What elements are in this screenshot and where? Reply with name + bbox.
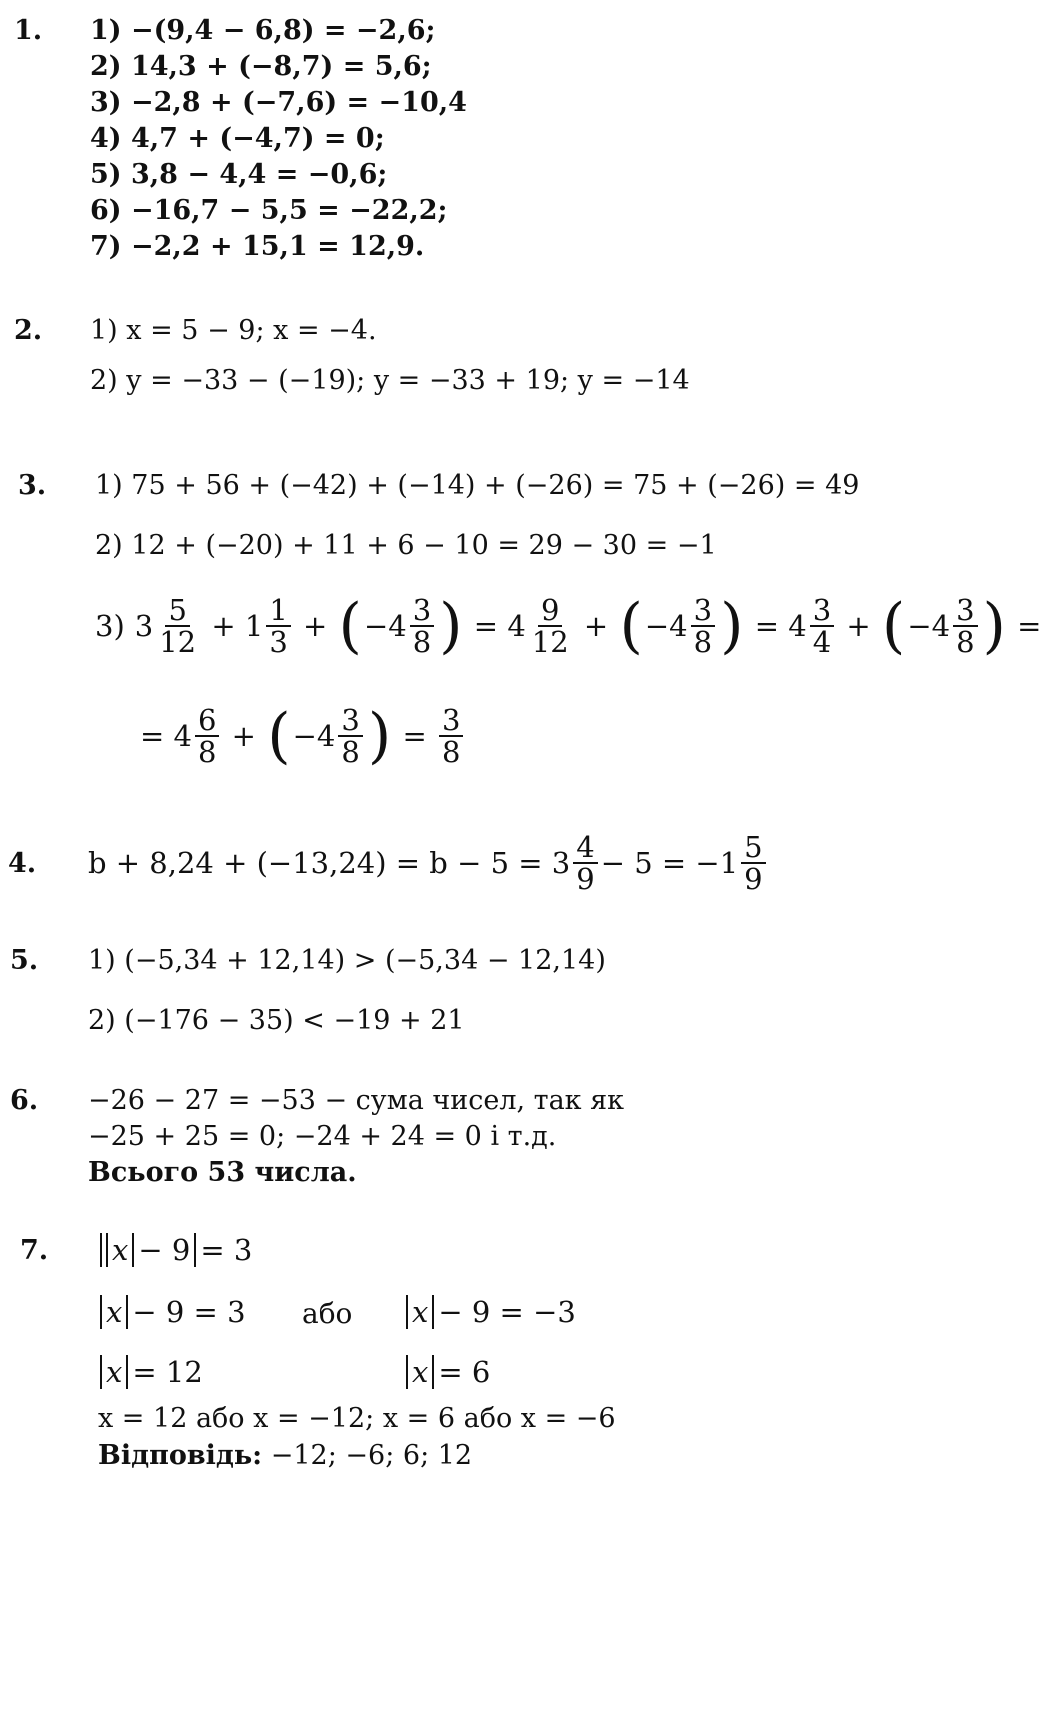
mixed-g-whole: 4 bbox=[788, 609, 807, 644]
fraction-g: $\frac{3}{4}$ bbox=[810, 595, 834, 658]
fraction-result: $\frac{3}{8}$ bbox=[439, 705, 463, 768]
p7-case-right-2: x = 6 bbox=[402, 1355, 490, 1389]
p7-or: або bbox=[302, 1297, 353, 1330]
p6-line-2: −25 + 25 = 0; −24 + 24 = 0 і т.д. bbox=[88, 1121, 557, 1152]
problem-7-number: 7. bbox=[20, 1235, 49, 1266]
problem-4-number: 4. bbox=[8, 848, 37, 879]
p7-answer-label: Відповідь: bbox=[98, 1440, 263, 1471]
p3-line-1: 1) 75 + 56 + (−42) + (−14) + (−26) = 75 + (−26) = 49 bbox=[95, 470, 860, 501]
p1-line-1: 1) −(9,4 − 6,8) = −2,6; bbox=[90, 15, 436, 46]
p1-line-4: 4) 4,7 + (−4,7) = 0; bbox=[90, 123, 385, 154]
problem-1-number: 1. bbox=[14, 15, 43, 46]
p1-line-3: 3) −2,8 + (−7,6) = −10,4 bbox=[90, 87, 467, 118]
p4-fraction-1: $\frac{4}{9}$ bbox=[573, 832, 597, 895]
p1-line-7: 7) −2,2 + 15,1 = 12,9. bbox=[90, 231, 425, 262]
fraction-c-repeat: $\frac{3}{8}$ bbox=[691, 595, 715, 658]
problem-3-number: 3. bbox=[18, 470, 47, 501]
p4-fraction-2: $\frac{5}{9}$ bbox=[741, 832, 765, 895]
p7-answer: −12; −6; 6; 12 bbox=[270, 1440, 473, 1471]
p1-line-5: 5) 3,8 − 4,4 = −0,6; bbox=[90, 159, 388, 190]
p7-right-a: − 9 = −3 bbox=[438, 1295, 576, 1329]
p7-eq1-rest: − 9 bbox=[138, 1233, 191, 1267]
p7-eq1-right: = 3 bbox=[200, 1233, 253, 1267]
mixed-a-whole: 3 bbox=[134, 609, 154, 644]
p3-line-3: 3) 3 $\frac{5}{12}$ + 1 $\frac{1}{3}$ + ( −4 $\frac{3}{8}$ ) = 4 $\frac{9}{12}$ + ( −4 $\frac{3}{8}$ ) = 4 $\frac{3}{4}$ + ( −4 $\frac{3}{8}$ ) = bbox=[95, 591, 1041, 662]
p7-line-4: x = 12 або x = −12; x = 6 або x = −6 bbox=[98, 1403, 616, 1434]
fraction-c-repeat-3: $\frac{3}{8}$ bbox=[338, 705, 362, 768]
p7-case-right-1: x − 9 = −3 bbox=[402, 1295, 576, 1329]
p7-answer-line bbox=[98, 1440, 472, 1471]
p7-left-b: = 12 bbox=[132, 1355, 203, 1389]
p7-right-b: = 6 bbox=[438, 1355, 491, 1389]
fraction-a: $\frac{5}{12}$ bbox=[159, 593, 197, 660]
p1-line-2: 2) 14,3 + (−8,7) = 5,6; bbox=[90, 51, 432, 82]
p3-line-2: 2) 12 + (−20) + 11 + 6 − 10 = 29 − 30 = −1 bbox=[95, 530, 717, 561]
fraction-h: $\frac{6}{8}$ bbox=[195, 705, 219, 768]
p3-line-4: = 4 $\frac{6}{8}$ + ( −4 $\frac{3}{8}$ ) = $\frac{3}{8}$ bbox=[140, 705, 466, 768]
p7-var-x: x bbox=[112, 1233, 129, 1267]
mixed-c-whole: −4 bbox=[363, 609, 407, 644]
fraction-c-repeat-2: $\frac{3}{8}$ bbox=[953, 595, 977, 658]
p7-case-left-1: x − 9 = 3 bbox=[96, 1295, 246, 1329]
fraction-b: $\frac{1}{3}$ bbox=[266, 595, 290, 658]
p2-line-2: 2) y = −33 − (−19); y = −33 + 19; y = −14 bbox=[90, 365, 690, 396]
p2-line-1: 1) x = 5 − 9; x = −4. bbox=[90, 315, 377, 346]
p5-line-1: 1) (−5,34 + 12,14) > (−5,34 − 12,14) bbox=[88, 945, 606, 976]
p4-mid: − 5 = −1 bbox=[600, 846, 739, 881]
fraction-e: $\frac{9}{12}$ bbox=[531, 593, 569, 660]
p1-line-6: 6) −16,7 − 5,5 = −22,2; bbox=[90, 195, 448, 226]
p3-line3-label: 3) bbox=[95, 609, 125, 644]
problem-5-number: 5. bbox=[10, 945, 39, 976]
problem-6-number: 6. bbox=[10, 1085, 39, 1116]
p7-case-left-2: x = 12 bbox=[96, 1355, 203, 1389]
mixed-b-whole: 1 bbox=[244, 609, 264, 644]
problem-2-number: 2. bbox=[14, 315, 43, 346]
mixed-e-whole: 4 bbox=[507, 609, 526, 644]
p4-prefix: b + 8,24 + (−13,24) = b − 5 = 3 bbox=[88, 846, 571, 881]
p7-equation bbox=[96, 1233, 252, 1267]
fraction-c: $\frac{3}{8}$ bbox=[410, 595, 434, 658]
p4-line bbox=[88, 832, 769, 895]
p6-line-1: −26 − 27 = −53 − сума чисел, так як bbox=[88, 1085, 625, 1116]
p6-line-3: Всього 53 числа. bbox=[88, 1157, 357, 1188]
p5-line-2: 2) (−176 − 35) < −19 + 21 bbox=[88, 1005, 465, 1036]
mixed-h-whole: 4 bbox=[173, 719, 192, 754]
p7-left-a: − 9 = 3 bbox=[132, 1295, 246, 1329]
